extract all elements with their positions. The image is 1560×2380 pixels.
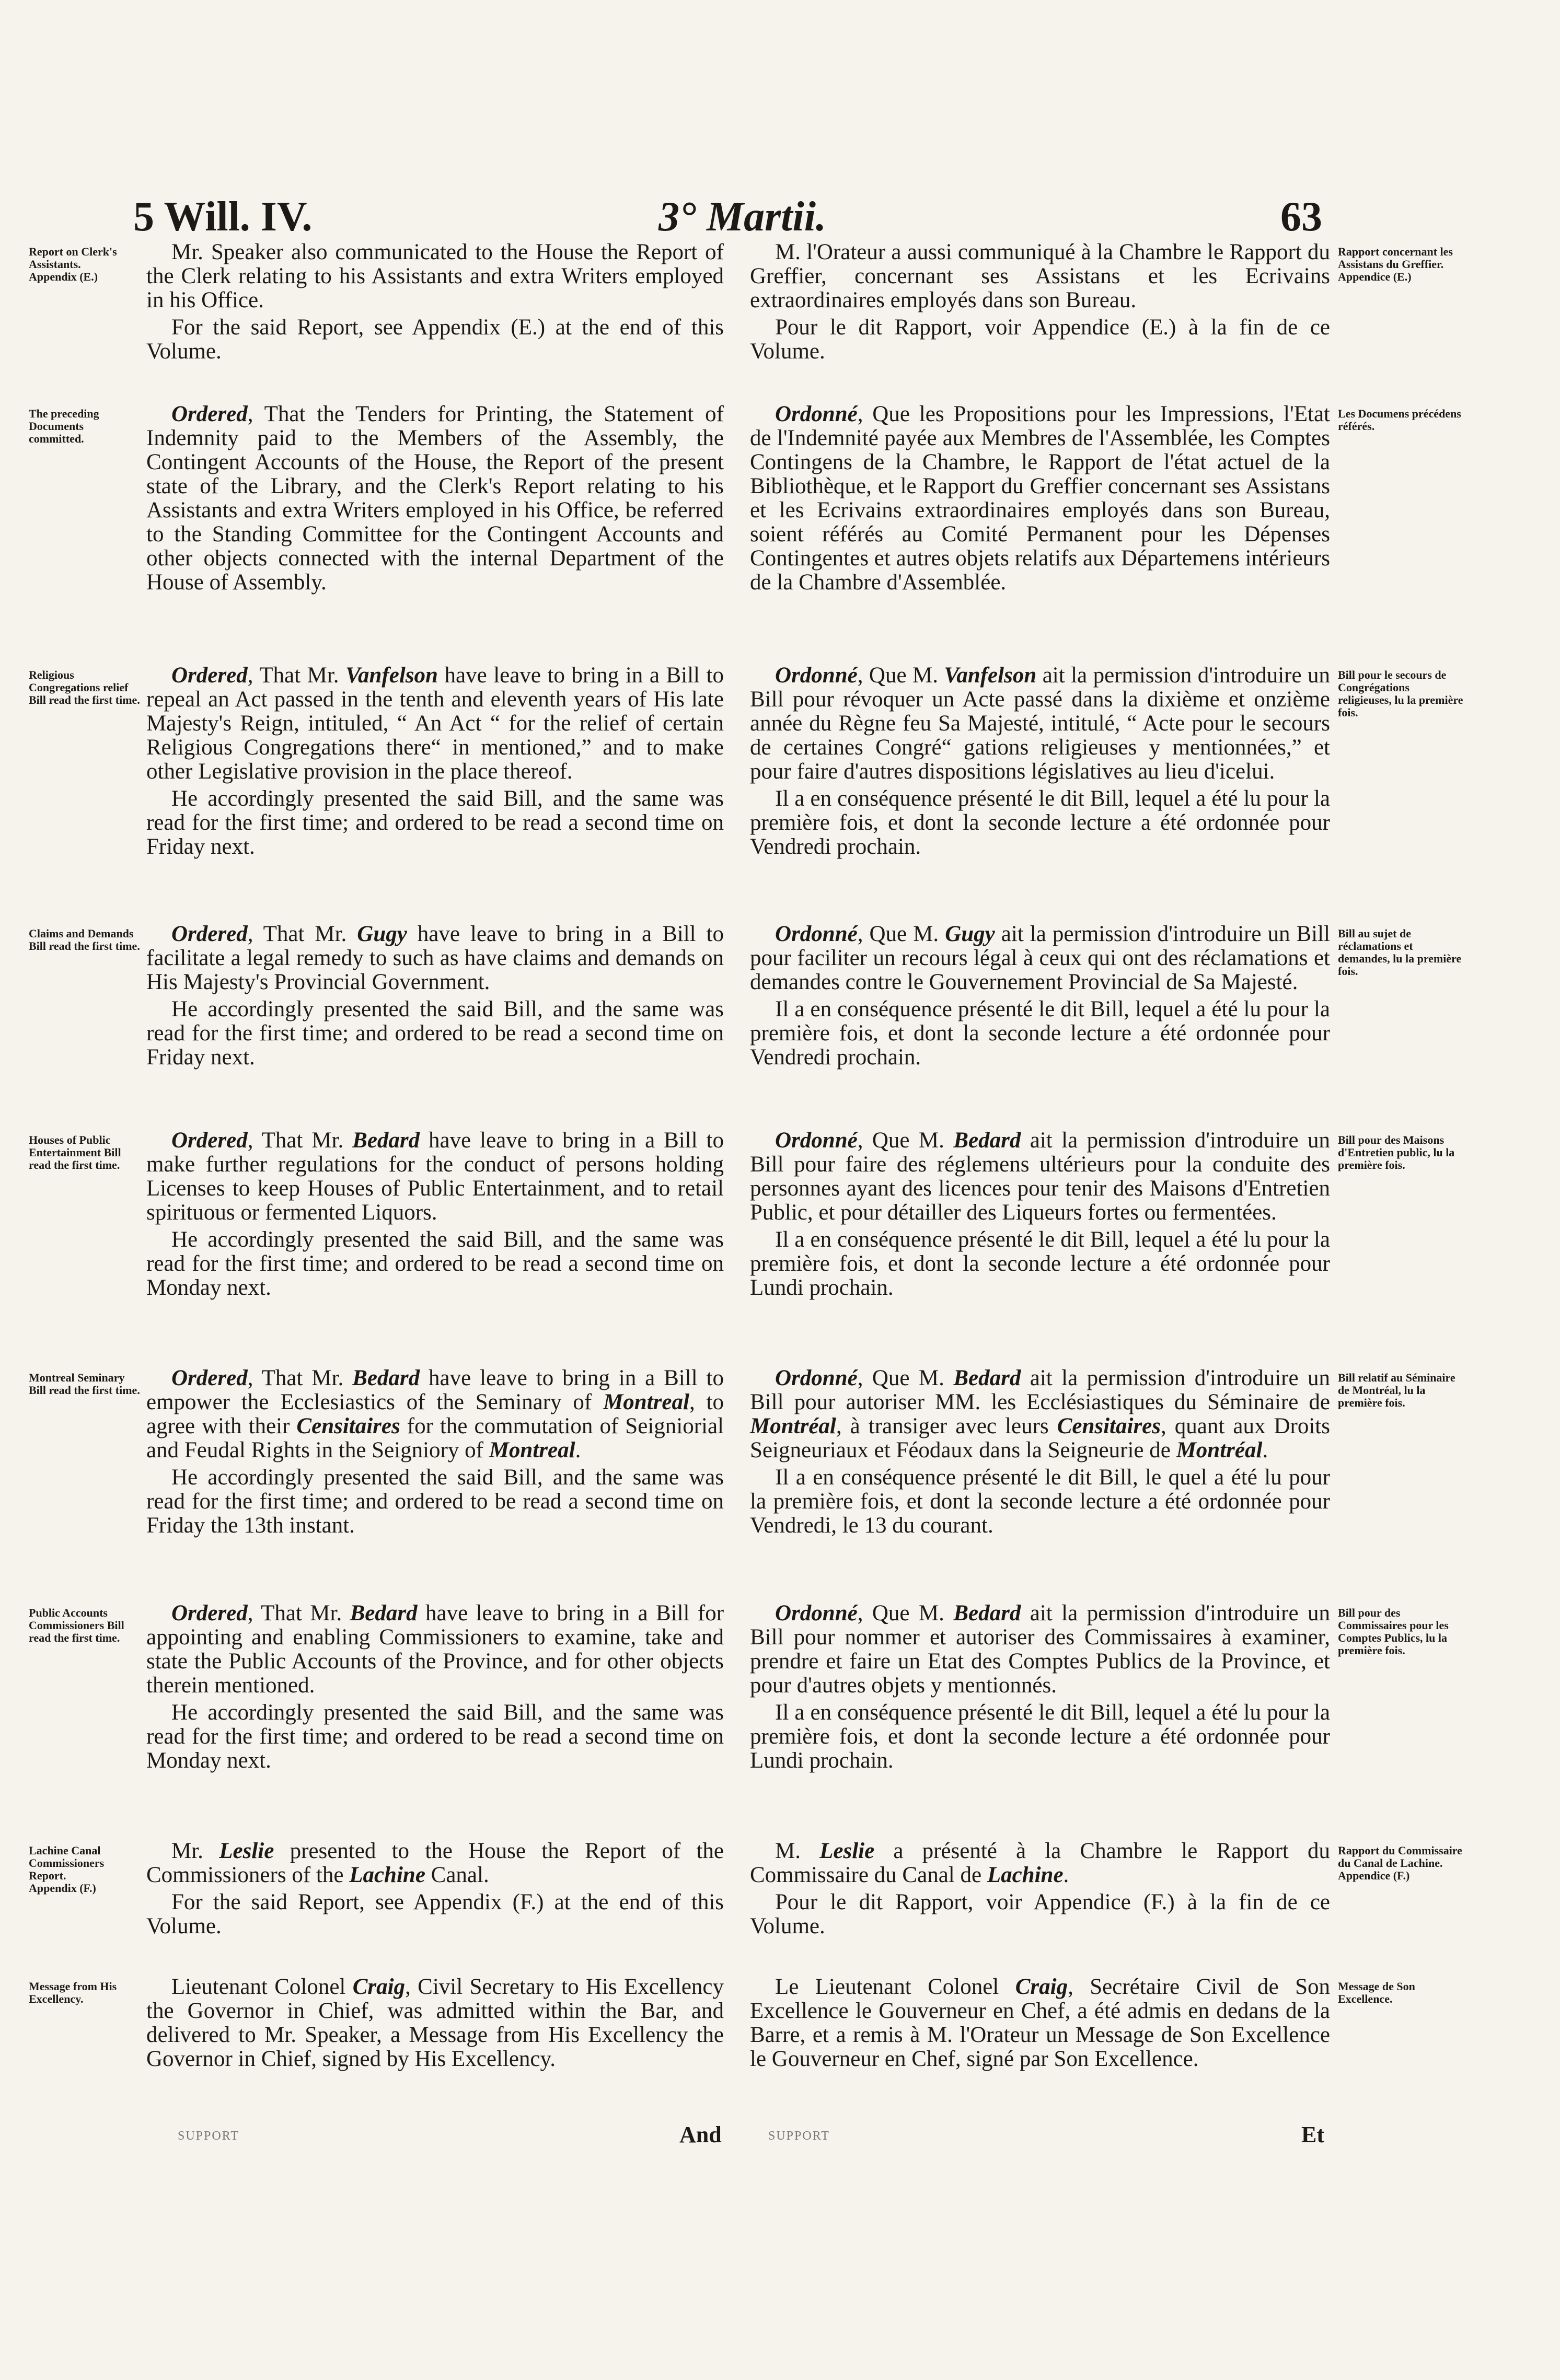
paragraph: Ordered, That Mr. Bedard have leave to bring in a Bill for appointing and enabling Commissioners to examine, take and state the Public Accounts of the Province, and for other objects therein mentioned.	[146, 1601, 724, 1698]
paragraph: Mr. Speaker also communicated to the House the Report of the Clerk relating to his Assistants and extra Writers employed in his Office.	[146, 240, 724, 312]
paragraph: Il a en conséquence présenté le dit Bill, lequel a été lu pour la première fois, et dont la seconde lecture a été ordonnée pour Vendredi prochain.	[750, 786, 1330, 859]
margin-note-en: Claims and Demands Bill read the first time.	[29, 927, 140, 953]
entry-english	[146, 240, 724, 364]
paragraph: Ordonné, Que M. Bedard ait la permission d'introduire un Bill pour autoriser MM. les Ecclésiastiques du Séminaire de Montréal, à transiger avec leurs Censitaires, quant aux Droits Seigneuriaux et Féodaux dans la Seigneurie de Montréal.	[750, 1366, 1330, 1462]
paragraph: Il a en conséquence présenté le dit Bill, lequel a été lu pour la première fois, et dont la seconde lecture a été ordonnée pour Lundi prochain.	[750, 1227, 1330, 1300]
entry-english	[146, 1129, 724, 1300]
paragraph: M. l'Orateur a aussi communiqué à la Chambre le Rapport du Greffier, concernant ses Assistans et les Ecrivains extraordinaires employés dans son Bureau.	[750, 240, 1330, 312]
page-header	[0, 193, 1560, 246]
regnal-year: 5 Will. IV.	[133, 194, 313, 240]
catchword-en: And	[679, 2122, 722, 2147]
entry-french	[750, 1366, 1330, 1538]
margin-note-en: Public Accounts Commissioners Bill read the first time.	[29, 1606, 124, 1644]
margin-note-en: Lachine Canal Commissioners Report. Appendix (F.)	[29, 1844, 105, 1895]
paragraph: Le Lieutenant Colonel Craig, Secrétaire Civil de Son Excellence le Gouverneur en Chef, a été admis en dedans de la Barre, et a remis à M. l'Orateur un Message de Son Excellence le Gouverneur en Chef, signé par Son Excellence.	[750, 1975, 1330, 2071]
paragraph: Il a en conséquence présenté le dit Bill, le quel a été lu pour la première fois, et dont la seconde lecture a été ordonnée pour Vendredi, le 13 du courant.	[750, 1465, 1330, 1538]
margin-note-fr: Rapport concernant les Assistans du Greffier. Appendice (E.)	[1338, 245, 1453, 283]
margin-note-fr: Bill relatif au Séminaire de Montréal, lu la première fois.	[1338, 1371, 1455, 1409]
entry-french	[750, 240, 1330, 364]
paragraph: Ordered, That the Tenders for Printing, the Statement of Indemnity paid to the Members of the Assembly, the Contingent Accounts of the House, the Report of the present state of the Library, and the Clerk's Report relating to his Assistants and extra Writers employed in his Office, be referred to the Standing Committee for the Contingent Accounts and other objects connected with the internal Department of the House of Assembly.	[146, 402, 724, 595]
entry-french	[750, 664, 1330, 859]
margin-note-fr: Bill au sujet de réclamations et demandes, lu la première fois.	[1338, 927, 1462, 978]
entry-english	[146, 1366, 724, 1538]
entry-english	[146, 1601, 724, 1773]
paragraph: He accordingly presented the said Bill, and the same was read for the first time; and ordered to be read a second time on Friday next.	[146, 786, 724, 859]
paragraph: He accordingly presented the said Bill, and the same was read for the first time; and ordered to be read a second time on Friday the 13th instant.	[146, 1465, 724, 1538]
margin-note-fr: Bill pour le secours de Congrégations religieuses, lu la première fois.	[1338, 668, 1463, 719]
margin-note-en: Montreal Seminary Bill read the first time.	[29, 1371, 140, 1397]
paragraph: Ordered, That Mr. Bedard have leave to bring in a Bill to make further regulations for the conduct of persons holding Licenses to keep Houses of Public Entertainment, and to retail spirituous or fermented Liquors.	[146, 1128, 724, 1225]
margin-note-en: Houses of Public Entertainment Bill read the first time.	[29, 1133, 121, 1171]
margin-note-fr: Rapport du Commissaire du Canal de Lachine. Appendice (F.)	[1338, 1844, 1462, 1882]
margin-note-fr: Message de Son Excellence.	[1338, 1980, 1415, 2005]
paragraph: Ordonné, Que M. Vanfelson ait la permission d'introduire un Bill pour révoquer un Acte passé dans la dixième et onzième année du Règne feu Sa Majesté, intitulé, “ Acte pour le secours de certaines Congré“ gations religieuses y mentionnées,” et pour faire d'autres dispositions législatives au lieu d'icelui.	[750, 663, 1330, 784]
entry-french	[750, 1129, 1330, 1300]
paragraph: Lieutenant Colonel Craig, Civil Secretary to His Excellency the Governor in Chief, was admitted within the Bar, and delivered to Mr. Speaker, a Message from His Excellency the Governor in Chief, signed by His Excellency.	[146, 1975, 724, 2071]
entry-english	[146, 1839, 724, 1938]
paragraph: Ordonné, Que M. Bedard ait la permission d'introduire un Bill pour nommer et autoriser des Commissaires à examiner, prendre et faire un Etat des Comptes Publics de la Province, et pour d'autres objets y mentionnés.	[750, 1601, 1330, 1698]
entry-english	[146, 664, 724, 859]
margin-note-en: Report on Clerk's Assistants. Appendix (E.)	[29, 245, 117, 283]
paragraph: He accordingly presented the said Bill, and the same was read for the first time; and ordered to be read a second time on Monday next.	[146, 1227, 724, 1300]
page-number: 63	[1280, 194, 1322, 240]
paragraph: He accordingly presented the said Bill, and the same was read for the first time; and ordered to be read a second time on Friday next.	[146, 997, 724, 1070]
catchword-fr: Et	[1301, 2122, 1324, 2147]
printer-signature-fr: SUPPORT	[768, 2129, 830, 2143]
paragraph: Ordonné, Que M. Bedard ait la permission d'introduire un Bill pour faire des réglemens ultérieurs pour la conduite des personnes ayant des licences pour tenir des Maisons d'Entretien Public, et pour détailler des Liqueurs fortes ou fermentées.	[750, 1128, 1330, 1225]
entry-french	[750, 1839, 1330, 1938]
paragraph: He accordingly presented the said Bill, and the same was read for the first time; and ordered to be read a second time on Monday next.	[146, 1700, 724, 1773]
entry-french	[750, 922, 1330, 1070]
printer-signature-en: SUPPORT	[178, 2129, 239, 2143]
paragraph: Mr. Leslie presented to the House the Report of the Commissioners of the Lachine Canal.	[146, 1839, 724, 1887]
margin-note-fr: Bill pour des Maisons d'Entretien public, lu la première fois.	[1338, 1133, 1455, 1171]
paragraph: For the said Report, see Appendix (F.) at the end of this Volume.	[146, 1890, 724, 1938]
paragraph: Ordered, That Mr. Bedard have leave to bring in a Bill to empower the Ecclesiastics of the Seminary of Montreal, to agree with their Censitaires for the commutation of Seigniorial and Feudal Rights in the Seigniory of Montreal.	[146, 1366, 724, 1462]
entry-english	[146, 922, 724, 1070]
paragraph: Il a en conséquence présenté le dit Bill, lequel a été lu pour la première fois, et dont la seconde lecture a été ordonnée pour Lundi prochain.	[750, 1700, 1330, 1773]
margin-note-en: Message from His Excellency.	[29, 1980, 117, 2005]
paragraph: M. Leslie a présenté à la Chambre le Rapport du Commissaire du Canal de Lachine.	[750, 1839, 1330, 1887]
paragraph: Ordonné, Que les Propositions pour les Impressions, l'Etat de l'Indemnité payée aux Membres de l'Assemblée, les Comptes Contingens de la Chambre, le Rapport de l'état actuel de la Bibliothèque, et le Rapport du Greffier concernant ses Assistans et les Ecrivains extraordinaires employés dans son Bureau, soient référés au Comité Permanent pour les Dépenses Contingentes et autres objets relatifs aux Départemens intérieurs de la Chambre d'Assemblée.	[750, 402, 1330, 595]
paragraph: Ordered, That Mr. Gugy have leave to bring in a Bill to facilitate a legal remedy to such as have claims and demands on His Majesty's Provincial Government.	[146, 922, 724, 994]
paragraph: Il a en conséquence présenté le dit Bill, lequel a été lu pour la première fois, et dont la seconde lecture a été ordonnée pour Vendredi prochain.	[750, 997, 1330, 1070]
margin-note-fr: Bill pour des Commissaires pour les Comptes Publics, lu la première fois.	[1338, 1606, 1449, 1657]
paragraph: Pour le dit Rapport, voir Appendice (E.) à la fin de ce Volume.	[750, 315, 1330, 364]
paragraph: Ordered, That Mr. Vanfelson have leave to bring in a Bill to repeal an Act passed in the tenth and eleventh years of His late Majesty's Reign, intituled, “ An Act “ for the relief of certain Religious Congregations there“ in mentioned,” and to make other Legislative provision in the place thereof.	[146, 663, 724, 784]
date-heading: 3° Martii.	[658, 194, 826, 240]
margin-note-fr: Les Documens précédens référés.	[1338, 407, 1461, 433]
entry-french	[750, 1975, 1330, 2071]
entry-english	[146, 1975, 724, 2071]
paragraph: Pour le dit Rapport, voir Appendice (F.) à la fin de ce Volume.	[750, 1890, 1330, 1938]
entry-french	[750, 402, 1330, 595]
margin-note-en: Religious Congregations relief Bill read the first time.	[29, 668, 140, 706]
paragraph: Ordonné, Que M. Gugy ait la permission d'introduire un Bill pour faciliter un recours légal à ceux qui ont des réclamations et demandes contre le Gouvernement Provincial de Sa Majesté.	[750, 922, 1331, 994]
paragraph: For the said Report, see Appendix (E.) at the end of this Volume.	[146, 315, 724, 364]
margin-note-en: The preceding Documents committed.	[29, 407, 99, 445]
entry-french	[750, 1601, 1330, 1773]
entry-english	[146, 402, 724, 595]
